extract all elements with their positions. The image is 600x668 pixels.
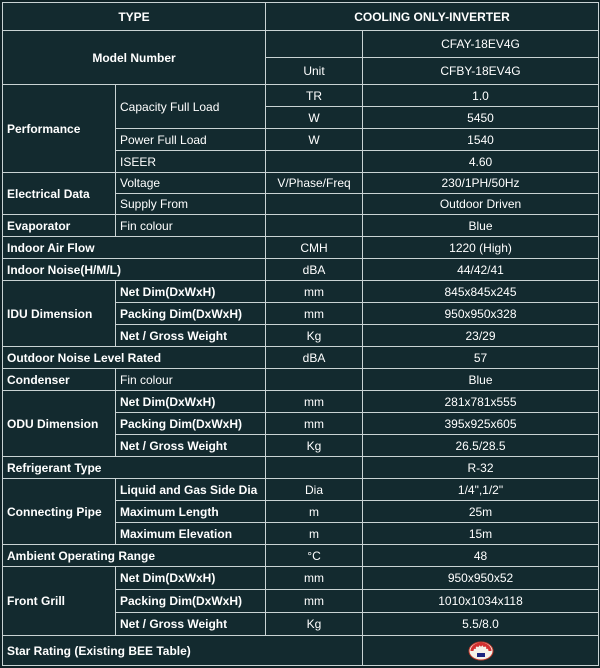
idu-packing-value: 950x950x328 bbox=[363, 303, 599, 325]
power-label: Power Full Load bbox=[116, 129, 266, 151]
idu-weight-unit: Kg bbox=[266, 325, 363, 347]
unit-cell bbox=[266, 31, 363, 58]
ambient-value: 48 bbox=[363, 545, 599, 567]
indoor-air-flow-label: Indoor Air Flow bbox=[3, 237, 266, 259]
table-row bbox=[3, 237, 599, 259]
pipe-dia-value: 1/4",1/2" bbox=[363, 479, 599, 501]
idu-weight-value: 23/29 bbox=[363, 325, 599, 347]
ambient-label: Ambient Operating Range bbox=[3, 545, 266, 567]
pipe-elevation-value: 15m bbox=[363, 523, 599, 545]
refrigerant-value: R-32 bbox=[363, 457, 599, 479]
odu-dimension-label: ODU Dimension bbox=[3, 391, 116, 457]
outdoor-noise-value: 57 bbox=[363, 347, 599, 369]
table-row bbox=[3, 259, 599, 281]
performance-label: Performance bbox=[3, 85, 116, 173]
pipe-length-value: 25m bbox=[363, 501, 599, 523]
table-row bbox=[3, 369, 599, 391]
grill-net-value: 950x950x52 bbox=[363, 567, 599, 590]
iseer-unit bbox=[266, 151, 363, 173]
grill-packing-value: 1010x1034x118 bbox=[363, 590, 599, 613]
indoor-model-value: CFAY-18EV4G bbox=[363, 31, 599, 58]
odu-weight-unit: Kg bbox=[266, 435, 363, 457]
outdoor-noise-unit: dBA bbox=[266, 347, 363, 369]
supply-unit bbox=[266, 194, 363, 215]
pipe-dia-unit: Dia bbox=[266, 479, 363, 501]
table-row bbox=[3, 636, 599, 666]
refrigerant-unit bbox=[266, 457, 363, 479]
table-row bbox=[3, 173, 599, 194]
idu-weight-label: Net / Gross Weight bbox=[116, 325, 266, 347]
indoor-air-flow-value: 1220 (High) bbox=[363, 237, 599, 259]
condenser-fin-value: Blue bbox=[363, 369, 599, 391]
evaporator-label: Evaporator bbox=[3, 215, 116, 237]
capacity-value-tr: 1.0 bbox=[363, 85, 599, 107]
evaporator-fin-value: Blue bbox=[363, 215, 599, 237]
idu-dimension-label: IDU Dimension bbox=[3, 281, 116, 347]
capacity-unit-tr: TR bbox=[266, 85, 363, 107]
power-value: 1540 bbox=[363, 129, 599, 151]
front-grill-label: Front Grill bbox=[3, 567, 116, 636]
capacity-label: Capacity Full Load bbox=[116, 85, 266, 129]
table-row bbox=[3, 479, 599, 501]
supply-label: Supply From bbox=[116, 194, 266, 215]
pipe-elevation-unit: m bbox=[266, 523, 363, 545]
pipe-length-unit: m bbox=[266, 501, 363, 523]
power-unit: W bbox=[266, 129, 363, 151]
voltage-label: Voltage bbox=[116, 173, 266, 194]
idu-net-label: Net Dim(DxWxH) bbox=[116, 281, 266, 303]
star-rating-value bbox=[363, 636, 599, 666]
header-row bbox=[3, 3, 599, 31]
grill-packing-label: Packing Dim(DxWxH) bbox=[116, 590, 266, 613]
bee-star-label-icon bbox=[468, 641, 494, 661]
indoor-air-flow-unit: CMH bbox=[266, 237, 363, 259]
pipe-length-label: Maximum Length bbox=[116, 501, 266, 523]
spec-table bbox=[2, 2, 599, 666]
idu-packing-unit: mm bbox=[266, 303, 363, 325]
capacity-unit-w: W bbox=[266, 107, 363, 129]
voltage-value: 230/1PH/50Hz bbox=[363, 173, 599, 194]
unit-label: Unit bbox=[266, 58, 363, 85]
odu-net-label: Net Dim(DxWxH) bbox=[116, 391, 266, 413]
evaporator-unit bbox=[266, 215, 363, 237]
idu-net-value: 845x845x245 bbox=[363, 281, 599, 303]
refrigerant-label: Refrigerant Type bbox=[3, 457, 266, 479]
outdoor-noise-label: Outdoor Noise Level Rated bbox=[3, 347, 266, 369]
grill-weight-unit: Kg bbox=[266, 613, 363, 636]
odu-packing-unit: mm bbox=[266, 413, 363, 435]
table-row bbox=[3, 85, 599, 107]
grill-weight-label: Net / Gross Weight bbox=[116, 613, 266, 636]
type-label: TYPE bbox=[3, 3, 266, 31]
condenser-fin-label: Fin colour bbox=[116, 369, 266, 391]
model-number-label: Model Number bbox=[3, 31, 266, 85]
type-value: COOLING ONLY-INVERTER bbox=[266, 3, 599, 31]
iseer-value: 4.60 bbox=[363, 151, 599, 173]
odu-net-value: 281x781x555 bbox=[363, 391, 599, 413]
outdoor-model-value: CFBY-18EV4G bbox=[363, 58, 599, 85]
table-row bbox=[3, 457, 599, 479]
table-row bbox=[3, 31, 599, 58]
capacity-value-w: 5450 bbox=[363, 107, 599, 129]
idu-packing-label: Packing Dim(DxWxH) bbox=[116, 303, 266, 325]
odu-net-unit: mm bbox=[266, 391, 363, 413]
indoor-noise-label: Indoor Noise(H/M/L) bbox=[3, 259, 266, 281]
idu-net-unit: mm bbox=[266, 281, 363, 303]
indoor-noise-value: 44/42/41 bbox=[363, 259, 599, 281]
grill-net-label: Net Dim(DxWxH) bbox=[116, 567, 266, 590]
supply-value: Outdoor Driven bbox=[363, 194, 599, 215]
electrical-label: Electrical Data bbox=[3, 173, 116, 215]
ambient-unit: °C bbox=[266, 545, 363, 567]
grill-packing-unit: mm bbox=[266, 590, 363, 613]
table-row bbox=[3, 391, 599, 413]
voltage-unit: V/Phase/Freq bbox=[266, 173, 363, 194]
connecting-pipe-label: Connecting Pipe bbox=[3, 479, 116, 545]
odu-weight-label: Net / Gross Weight bbox=[116, 435, 266, 457]
table-row bbox=[3, 545, 599, 567]
table-row bbox=[3, 281, 599, 303]
grill-net-unit: mm bbox=[266, 567, 363, 590]
table-row bbox=[3, 347, 599, 369]
odu-packing-value: 395x925x605 bbox=[363, 413, 599, 435]
condenser-label: Condenser bbox=[3, 369, 116, 391]
iseer-label: ISEER bbox=[116, 151, 266, 173]
star-rating-label: Star Rating (Existing BEE Table) bbox=[3, 636, 363, 666]
condenser-unit bbox=[266, 369, 363, 391]
odu-weight-value: 26.5/28.5 bbox=[363, 435, 599, 457]
indoor-noise-unit: dBA bbox=[266, 259, 363, 281]
grill-weight-value: 5.5/8.0 bbox=[363, 613, 599, 636]
odu-packing-label: Packing Dim(DxWxH) bbox=[116, 413, 266, 435]
evaporator-fin-label: Fin colour bbox=[116, 215, 266, 237]
table-row bbox=[3, 567, 599, 590]
table-row bbox=[3, 215, 599, 237]
pipe-elevation-label: Maximum Elevation bbox=[116, 523, 266, 545]
pipe-dia-label: Liquid and Gas Side Dia bbox=[116, 479, 266, 501]
